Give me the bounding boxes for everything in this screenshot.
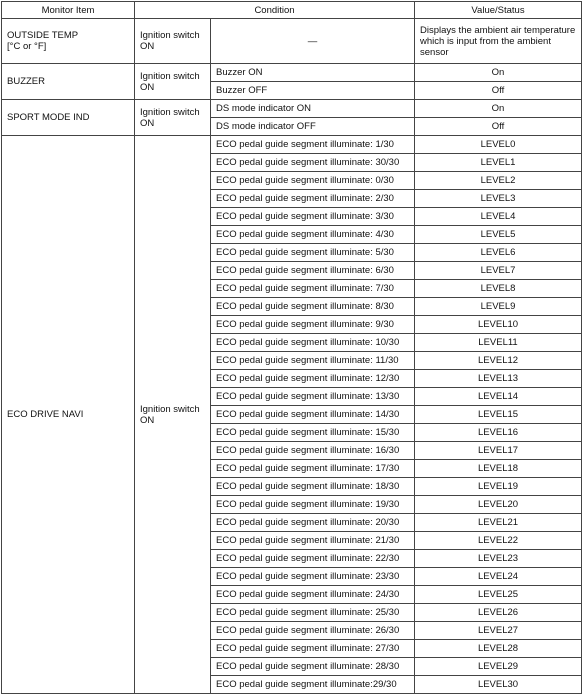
ignition-buzzer-line2: ON <box>140 81 155 93</box>
value-eco: LEVEL24 <box>415 568 582 586</box>
value-eco: LEVEL20 <box>415 496 582 514</box>
condition-eco: ECO pedal guide segment illuminate: 1/30 <box>211 136 415 154</box>
table-row-sport-mode-on <box>2 100 582 118</box>
value-eco: LEVEL23 <box>415 550 582 568</box>
ignition-sport-mode-line2: ON <box>140 117 155 129</box>
monitor-item-table <box>1 1 582 694</box>
condition-eco: ECO pedal guide segment illuminate: 22/30 <box>211 550 415 568</box>
ignition-eco-drive-navi <box>135 136 211 694</box>
condition-sport-mode-off: DS mode indicator OFF <box>211 118 415 136</box>
value-eco: LEVEL27 <box>415 622 582 640</box>
condition-eco: ECO pedal guide segment illuminate: 21/30 <box>211 532 415 550</box>
condition-eco: ECO pedal guide segment illuminate:29/30 <box>211 676 415 694</box>
value-eco: LEVEL19 <box>415 478 582 496</box>
value-eco: LEVEL6 <box>415 244 582 262</box>
condition-eco: ECO pedal guide segment illuminate: 6/30 <box>211 262 415 280</box>
value-outside-temp: Displays the ambient air temperature which is input from the ambient sensor <box>415 19 582 64</box>
condition-eco: ECO pedal guide segment illuminate: 15/30 <box>211 424 415 442</box>
condition-eco: ECO pedal guide segment illuminate: 8/30 <box>211 298 415 316</box>
value-buzzer-on: On <box>415 64 582 82</box>
ignition-sport-mode-line1: Ignition switch <box>140 106 200 118</box>
header-condition: Condition <box>135 2 415 19</box>
ignition-buzzer-line1: Ignition switch <box>140 70 200 82</box>
condition-eco: ECO pedal guide segment illuminate: 23/30 <box>211 568 415 586</box>
condition-eco: ECO pedal guide segment illuminate: 14/30 <box>211 406 415 424</box>
value-eco: LEVEL2 <box>415 172 582 190</box>
item-outside-temp-line2: [°C or °F] <box>7 41 47 52</box>
condition-eco: ECO pedal guide segment illuminate: 18/30 <box>211 478 415 496</box>
value-eco: LEVEL26 <box>415 604 582 622</box>
condition-eco: ECO pedal guide segment illuminate: 4/30 <box>211 226 415 244</box>
value-eco: LEVEL28 <box>415 640 582 658</box>
value-eco: LEVEL5 <box>415 226 582 244</box>
value-eco: LEVEL22 <box>415 532 582 550</box>
condition-buzzer-on: Buzzer ON <box>211 64 415 82</box>
condition-eco: ECO pedal guide segment illuminate: 30/30 <box>211 154 415 172</box>
value-eco: LEVEL30 <box>415 676 582 694</box>
condition-eco: ECO pedal guide segment illuminate: 27/30 <box>211 640 415 658</box>
ignition-eco-line1: Ignition switch <box>140 403 200 415</box>
value-eco: LEVEL15 <box>415 406 582 424</box>
header-value-status: Value/Status <box>415 2 582 19</box>
condition-eco: ECO pedal guide segment illuminate: 7/30 <box>211 280 415 298</box>
value-eco: LEVEL10 <box>415 316 582 334</box>
value-eco: LEVEL7 <box>415 262 582 280</box>
condition-sport-mode-on: DS mode indicator ON <box>211 100 415 118</box>
ignition-sport-mode <box>135 100 211 136</box>
table-row-buzzer-on <box>2 64 582 82</box>
header-monitor-item: Monitor Item <box>2 2 135 19</box>
condition-eco: ECO pedal guide segment illuminate: 24/30 <box>211 586 415 604</box>
ignition-outside-temp-line2: ON <box>140 41 155 52</box>
ignition-buzzer <box>135 64 211 100</box>
value-eco: LEVEL21 <box>415 514 582 532</box>
condition-eco: ECO pedal guide segment illuminate: 12/30 <box>211 370 415 388</box>
table-row-eco <box>2 136 582 154</box>
value-eco: LEVEL3 <box>415 190 582 208</box>
value-eco: LEVEL17 <box>415 442 582 460</box>
condition-eco: ECO pedal guide segment illuminate: 13/30 <box>211 388 415 406</box>
item-buzzer: BUZZER <box>2 64 135 100</box>
ignition-eco-line2: ON <box>140 414 155 426</box>
item-outside-temp <box>2 19 135 64</box>
condition-eco: ECO pedal guide segment illuminate: 26/30 <box>211 622 415 640</box>
value-buzzer-off: Off <box>415 82 582 100</box>
eco-drive-navi-rows <box>2 136 582 694</box>
value-eco: LEVEL4 <box>415 208 582 226</box>
table-header-row <box>2 2 582 19</box>
item-sport-mode: SPORT MODE IND <box>2 100 135 136</box>
value-eco: LEVEL8 <box>415 280 582 298</box>
value-eco: LEVEL25 <box>415 586 582 604</box>
value-eco: LEVEL13 <box>415 370 582 388</box>
condition-eco: ECO pedal guide segment illuminate: 9/30 <box>211 316 415 334</box>
condition-outside-temp: — <box>211 19 415 64</box>
value-eco: LEVEL14 <box>415 388 582 406</box>
item-outside-temp-line1: OUTSIDE TEMP <box>7 30 79 41</box>
value-eco: LEVEL0 <box>415 136 582 154</box>
condition-eco: ECO pedal guide segment illuminate: 5/30 <box>211 244 415 262</box>
value-sport-mode-on: On <box>415 100 582 118</box>
value-eco: LEVEL12 <box>415 352 582 370</box>
condition-eco: ECO pedal guide segment illuminate: 19/30 <box>211 496 415 514</box>
value-eco: LEVEL1 <box>415 154 582 172</box>
item-eco-drive-navi: ECO DRIVE NAVI <box>2 136 135 694</box>
condition-eco: ECO pedal guide segment illuminate: 3/30 <box>211 208 415 226</box>
value-eco: LEVEL16 <box>415 424 582 442</box>
condition-eco: ECO pedal guide segment illuminate: 10/30 <box>211 334 415 352</box>
condition-eco: ECO pedal guide segment illuminate: 11/30 <box>211 352 415 370</box>
table-row-outside-temp <box>2 19 582 64</box>
condition-eco: ECO pedal guide segment illuminate: 17/30 <box>211 460 415 478</box>
condition-eco: ECO pedal guide segment illuminate: 2/30 <box>211 190 415 208</box>
value-eco: LEVEL9 <box>415 298 582 316</box>
condition-eco: ECO pedal guide segment illuminate: 28/30 <box>211 658 415 676</box>
value-eco: LEVEL29 <box>415 658 582 676</box>
condition-eco: ECO pedal guide segment illuminate: 25/30 <box>211 604 415 622</box>
condition-eco: ECO pedal guide segment illuminate: 20/30 <box>211 514 415 532</box>
condition-eco: ECO pedal guide segment illuminate: 16/30 <box>211 442 415 460</box>
condition-eco: ECO pedal guide segment illuminate: 0/30 <box>211 172 415 190</box>
condition-buzzer-off: Buzzer OFF <box>211 82 415 100</box>
value-eco: LEVEL18 <box>415 460 582 478</box>
value-eco: LEVEL11 <box>415 334 582 352</box>
ignition-outside-temp <box>135 19 211 64</box>
value-sport-mode-off: Off <box>415 118 582 136</box>
ignition-outside-temp-line1: Ignition switch <box>140 30 200 41</box>
